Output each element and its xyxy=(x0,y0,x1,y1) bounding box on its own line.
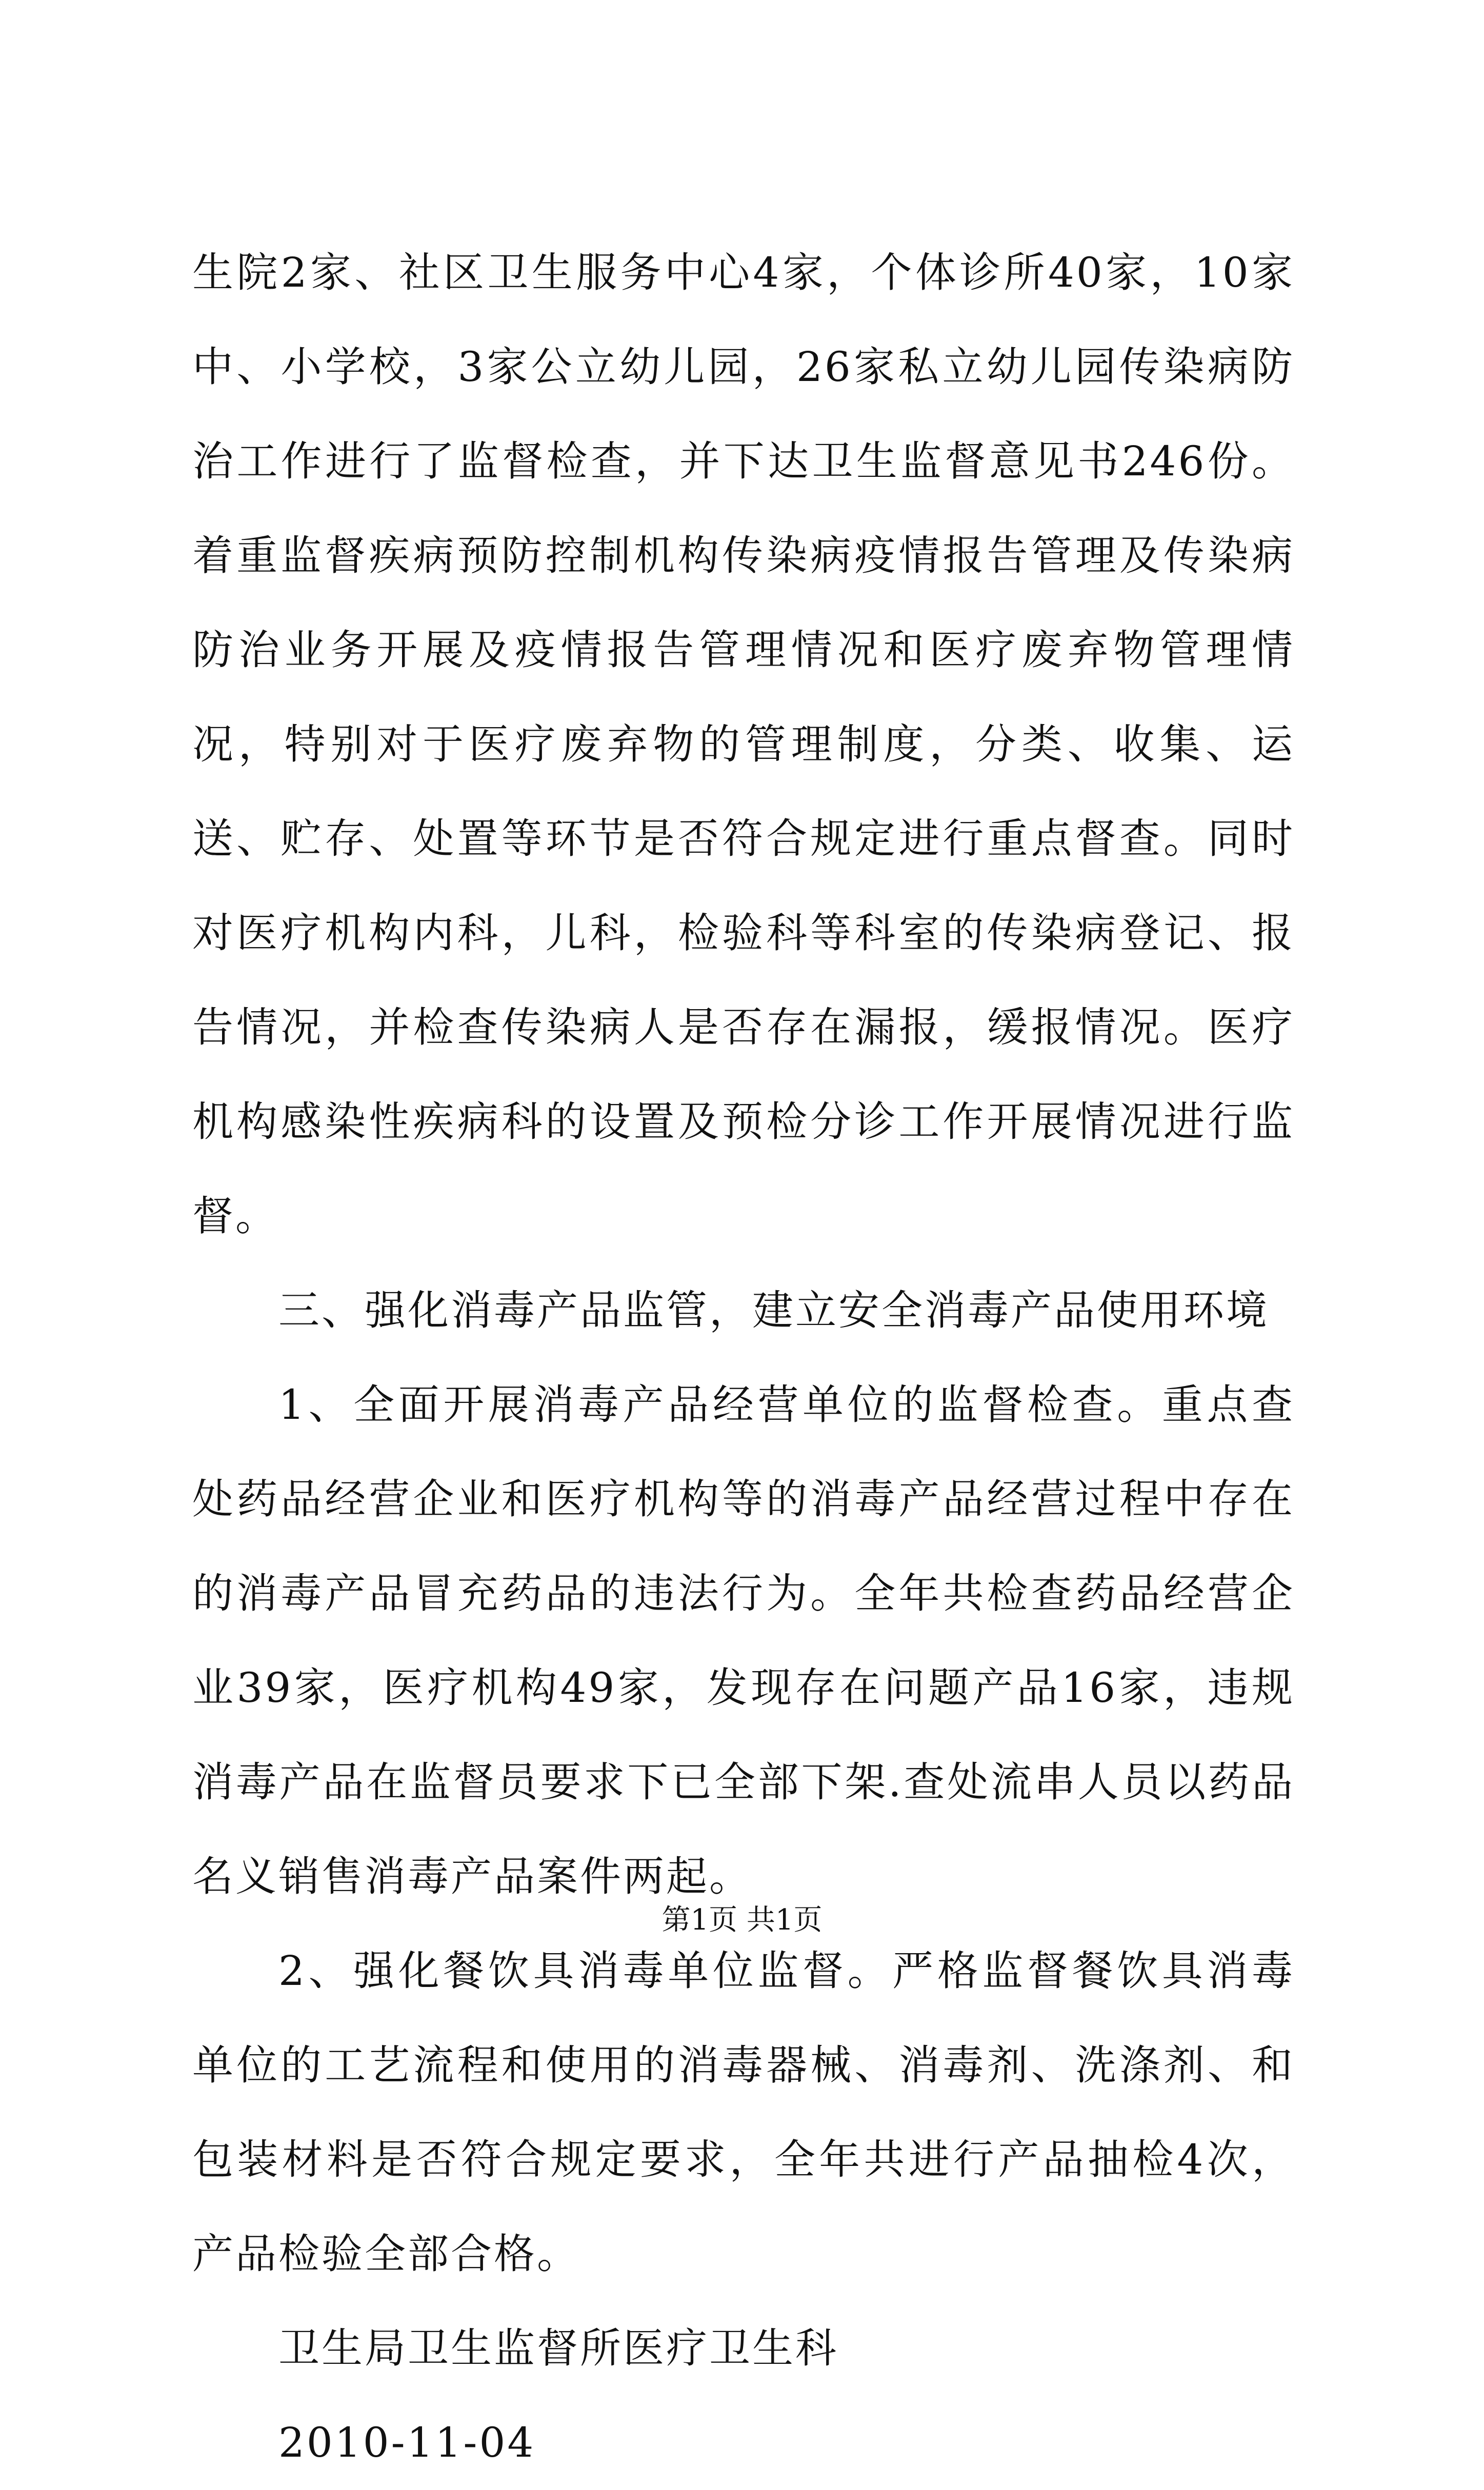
signature-date: 2010-11-04 xyxy=(278,2419,536,2466)
page-number-footer: 第1页 共1页 xyxy=(661,1903,823,1937)
paragraph-continuation: 生院2家、社区卫生服务中心4家，个体诊所40家，10家中、小学校，3家公立幼儿园，26家私立幼儿园传染病防治工作进行了监督检查，并下达卫生监督意见书246份。着重监督疾病预防控制机构传染病疫情报告管理及传染病防治业务开展及疫情报告管理情况和医疗废弃物管理情况，特别对于医疗废弃物的管理制度，分类、收集、运送、贮存、处置等环节是否符合规定进行重点督查。同时对医疗机构内科，儿科，检验科等科室的传染病登记、报告情况，并检查传染病人是否存在漏报，缓报情况。医疗机构感染性疾病科的设置及预检分诊工作开展情况进行监督。 xyxy=(192,249,1295,1240)
paragraph-item-1: 1、全面开展消毒产品经营单位的监督检查。重点查处药品经营企业和医疗机构等的消毒产品经营过程中存在的消毒产品冒充药品的违法行为。全年共检查药品经营企业39家，医疗机构49家，发现存在问题产品16家，违规消毒产品在监督员要求下已全部下架.查处流串人员以药品名义销售消毒产品案件两起。 xyxy=(192,1381,1295,1900)
section-heading: 三、强化消毒产品监管，建立安全消毒产品使用环境 xyxy=(278,1287,1269,1334)
paragraph-item-2: 2、强化餐饮具消毒单位监督。严格监督餐饮具消毒单位的工艺流程和使用的消毒器械、消毒剂、洗涤剂、和包装材料是否符合规定要求，全年共进行产品抽检4次，产品检验全部合格。 xyxy=(192,1947,1295,2278)
document-body xyxy=(192,226,1295,2490)
signature-department: 卫生局卫生监督所医疗卫生科 xyxy=(278,2324,838,2372)
